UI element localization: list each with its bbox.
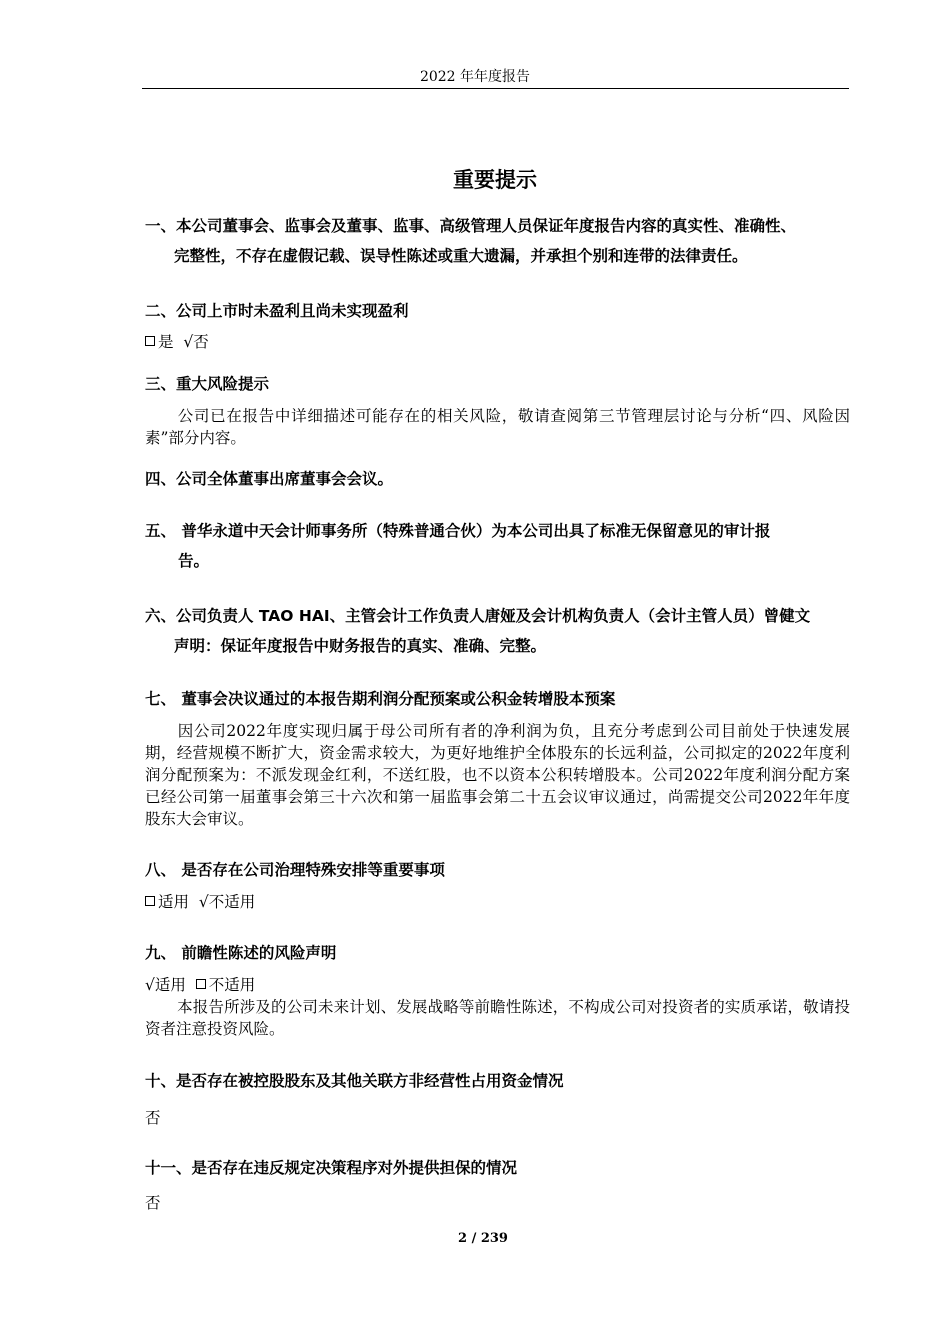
section-4-number: 四、: [145, 470, 177, 488]
page-title: 重要提示: [453, 168, 537, 192]
checkmark-icon: √: [183, 333, 194, 351]
section-2-title: 公司上市时未盈利且尚未实现盈利: [176, 302, 409, 320]
section-9-option-applicable: 适用: [154, 976, 186, 994]
section-3-number: 三、: [145, 375, 177, 393]
section-10-answer: 否: [145, 1109, 161, 1127]
section-9-title: 前瞻性陈述的风险声明: [176, 944, 337, 962]
section-8-title: 是否存在公司治理特殊安排等重要事项: [176, 861, 445, 879]
running-header: 2022 年年度报告: [419, 69, 531, 85]
checkmark-icon: √: [198, 893, 209, 911]
section-7-heading: [145, 684, 850, 714]
section-2-option-yes: 是: [158, 333, 174, 351]
section-8-options: [145, 891, 255, 913]
section-3-heading: [145, 369, 850, 399]
section-5-heading: [145, 516, 850, 576]
section-6-line1: 公司负责人 TAO HAI、主管会计工作负责人唐娅及会计机构负责人（会计主管人员）曾健文: [176, 607, 811, 625]
section-6-line2: 声明：保证年度报告中财务报告的真实、准确、完整。: [174, 637, 547, 655]
section-7-title: 董事会决议通过的本报告期利润分配预案或公积金转增股本预案: [176, 690, 616, 708]
section-10-number: 十、: [145, 1072, 177, 1090]
section-8-heading: [145, 855, 850, 885]
section-4-heading: [145, 464, 850, 494]
unchecked-box-icon: [145, 336, 155, 346]
section-8-option-not-applicable: 不适用: [208, 893, 256, 911]
section-6-heading: [145, 601, 850, 661]
page-number: 2 / 239: [458, 1231, 508, 1246]
section-8-option-applicable: 适用: [158, 893, 190, 911]
unchecked-box-icon: [145, 896, 155, 906]
section-5-number: 五、: [145, 522, 177, 540]
section-11-number: 十一、: [145, 1159, 192, 1177]
section-2-option-no: 否: [193, 333, 209, 351]
section-6-number: 六、: [145, 607, 177, 625]
section-7-body: [145, 720, 850, 830]
section-3-body: [145, 405, 850, 449]
section-7-body-text: 因公司2022年度实现归属于母公司所有者的净利润为负，且充分考虑到公司目前处于快速发展期，经营规模不断扩大，资金需求较大，为更好地维护全体股东的长远利益，公司拟定的2022年度利润分配预案为：不派发现金红利，不送红股，也不以资本公积转增股本。公司2022年度利润分配方案已经公司第一届董事会第三十六次和第一届监事会第二十五会议审议通过，尚需提交公司2022年年度股东大会审议。: [145, 722, 850, 828]
section-1-heading: [145, 211, 850, 271]
section-1-line2: 完整性，不存在虚假记载、误导性陈述或重大遗漏，并承担个别和连带的法律责任。: [174, 247, 748, 265]
section-9-option-not-applicable: 不适用: [208, 976, 256, 994]
section-11-heading: [145, 1153, 850, 1183]
section-7-number: 七、: [145, 690, 177, 708]
section-8-number: 八、: [145, 861, 177, 879]
section-1-number: 一、: [145, 217, 177, 235]
section-1-line1: 本公司董事会、监事会及董事、监事、高级管理人员保证年度报告内容的真实性、准确性、: [176, 217, 797, 235]
header-divider: [142, 88, 849, 89]
section-4-title: 公司全体董事出席董事会会议。: [176, 470, 394, 488]
section-11-answer: 否: [145, 1194, 161, 1212]
section-5-line1: 普华永道中天会计师事务所（特殊普通合伙）为本公司出具了标准无保留意见的审计报: [176, 522, 771, 540]
section-11-title: 是否存在违反规定决策程序对外提供担保的情况: [191, 1159, 518, 1177]
section-9-body-text: 本报告所涉及的公司未来计划、发展战略等前瞻性陈述，不构成公司对投资者的实质承诺，敬请投资者注意投资风险。: [145, 998, 850, 1038]
section-3-body-text: 公司已在报告中详细描述可能存在的相关风险，敬请查阅第三节管理层讨论与分析“四、风险因素”部分内容。: [145, 407, 850, 447]
section-9-number: 九、: [145, 944, 177, 962]
section-2-number: 二、: [145, 302, 177, 320]
checkmark-icon: √: [145, 976, 155, 994]
section-9-body: [145, 996, 850, 1040]
section-10-title: 是否存在被控股股东及其他关联方非经营性占用资金情况: [176, 1072, 564, 1090]
section-2-options: [145, 331, 209, 353]
section-9-heading: [145, 938, 850, 968]
section-9-options: [145, 974, 255, 996]
unchecked-box-icon: [196, 979, 206, 989]
section-10-heading: [145, 1066, 850, 1096]
section-3-title: 重大风险提示: [176, 375, 270, 393]
section-2-heading: [145, 296, 850, 326]
section-5-line2: 告。: [178, 552, 210, 570]
